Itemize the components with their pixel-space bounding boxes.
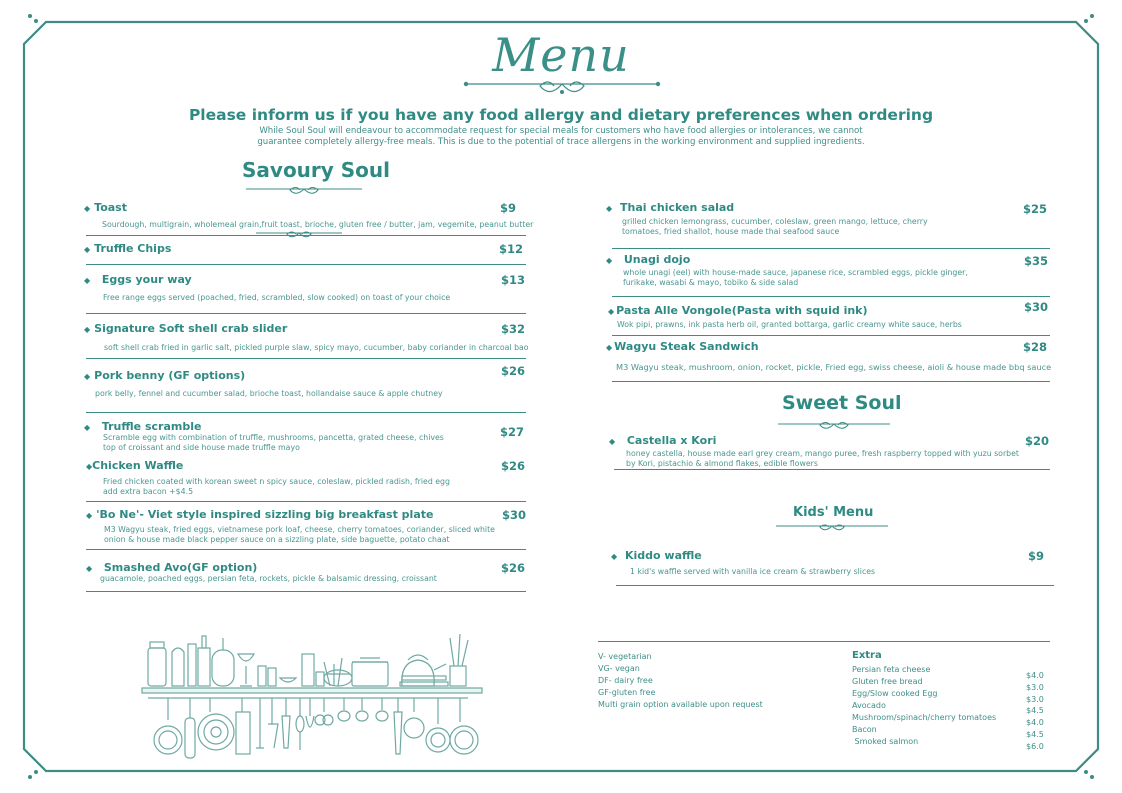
item-desc — [626, 449, 1019, 469]
diamond-bullet-icon: ◆ — [608, 307, 615, 316]
item-desc-line: M3 Wagyu steak, mushroom, onion, rocket, pickle, Fried egg, swiss cheese, aioli & house made bbq sauce — [616, 362, 1052, 372]
item-name: Chicken Waffle — [92, 459, 184, 472]
divider — [86, 358, 526, 359]
item-price: $20 — [1025, 434, 1050, 448]
item-price: $27 — [500, 425, 525, 439]
item-desc-line: Fried chicken coated with korean sweet n spicy sauce, coleslaw, pickled radish, fried egg — [103, 477, 450, 486]
item-desc-line: by Kori, pistachio & almond flakes, edible flowers — [626, 459, 818, 468]
divider — [86, 412, 526, 413]
item-desc-line: pork belly, fennel and cucumber salad, brioche toast, hollandaise sauce & apple chutney — [95, 389, 443, 398]
extra-price: $4.0 — [1026, 671, 1044, 680]
item-desc — [103, 293, 450, 303]
ornament-divider-icon — [776, 417, 892, 431]
allergy-text-line-1: While Soul Soul will endeavour to accommodate request for special meals for customers who have food allergies or intolerances, we cannot — [259, 126, 863, 136]
kitchen-illustration — [138, 628, 484, 768]
item-name: Thai chicken salad — [620, 201, 735, 214]
item-desc-line: Wok pipi, prawns, ink pasta herb oil, granted bottarga, garlic creamy white sauce, herbs — [617, 320, 962, 329]
diamond-bullet-icon: ◆ — [84, 423, 91, 432]
item-desc-line: 1 kid's waffle served with vanilla ice cream & strawberry slices — [630, 567, 876, 576]
divider — [86, 549, 526, 550]
item-desc — [622, 217, 928, 237]
item-price: $13 — [501, 273, 526, 287]
diamond-bullet-icon: ◆ — [84, 372, 91, 381]
item-desc-line: M3 Wagyu steak, fried eggs, vietnamese pork loaf, cheese, cherry tomatoes, coriander, sliced white — [104, 525, 495, 534]
item-price: $26 — [501, 364, 526, 378]
diamond-bullet-icon: ◆ — [84, 325, 91, 334]
item-price: $9 — [500, 201, 517, 215]
extra-item: Gluten free bread — [852, 677, 923, 686]
menu-item-pasta-vongole — [608, 304, 868, 317]
menu-item-smashed-avo — [86, 561, 257, 574]
item-desc — [623, 268, 968, 288]
diamond-bullet-icon: ◆ — [86, 511, 93, 520]
item-price: $30 — [1024, 300, 1049, 314]
divider — [598, 641, 1050, 642]
savoury-soul-title: Savoury Soul — [242, 158, 391, 182]
kids-menu-title: Kids' Menu — [793, 505, 874, 520]
item-desc — [95, 389, 443, 399]
item-price: $32 — [501, 322, 526, 336]
item-desc-line: Scramble egg with combination of truffle, mushrooms, pancetta, grated cheese, chives — [103, 433, 444, 442]
extra-items — [852, 664, 996, 748]
item-desc — [104, 343, 529, 353]
extra-item: Smoked salmon — [852, 737, 919, 746]
item-desc-line: top of croissant and side house made truffle mayo — [103, 443, 300, 452]
diamond-bullet-icon: ◆ — [86, 462, 93, 471]
menu-item-truffle-scramble — [84, 420, 201, 433]
legend-item: V- vegetarian — [598, 652, 652, 661]
item-price: $28 — [1023, 340, 1048, 354]
menu-item-unagi-dojo — [606, 253, 690, 266]
diamond-bullet-icon: ◆ — [84, 245, 91, 254]
menu-item-toast — [84, 201, 127, 214]
divider — [86, 264, 526, 265]
item-desc — [102, 220, 533, 230]
legend-item: GF-gluten free — [598, 688, 656, 697]
item-desc-line: honey castella, house made earl grey cream, mango puree, fresh raspberry topped with yuzu sorbet — [626, 449, 1019, 458]
legend-item: VG- vegan — [598, 664, 640, 673]
divider — [612, 296, 1050, 297]
item-price: $35 — [1024, 254, 1049, 268]
item-name: Castella x Kori — [626, 434, 717, 447]
item-price: $30 — [502, 508, 527, 522]
extra-item: Avocado — [852, 701, 886, 710]
extra-prices — [1026, 670, 1044, 753]
ornament-divider-icon — [774, 520, 890, 532]
extra-price: $4.0 — [1026, 718, 1044, 728]
extra-item: Persian feta cheese — [852, 665, 931, 674]
menu-item-pork-benny — [84, 369, 245, 382]
legend-item: Multi grain option available upon request — [598, 700, 763, 709]
divider — [612, 381, 1050, 382]
item-desc-line: add extra bacon +$4.5 — [103, 487, 194, 496]
extra-title: Extra — [852, 650, 882, 661]
ornament-divider-icon — [462, 78, 662, 100]
item-name: Eggs your way — [101, 273, 192, 286]
item-price: $9 — [1028, 549, 1045, 563]
extra-item: Egg/Slow cooked Egg — [852, 689, 938, 698]
item-name: Truffle Chips — [94, 242, 172, 255]
ornament-divider-icon — [244, 183, 364, 197]
extra-price: $3.0 — [1026, 694, 1044, 704]
item-desc — [103, 433, 444, 453]
item-name: Pasta Alle Vongole(Pasta with squid ink) — [616, 304, 868, 317]
menu-item-chicken-waffle — [86, 459, 183, 472]
menu-item-kiddo-waffle — [611, 549, 702, 562]
dietary-legend — [598, 651, 763, 711]
diamond-bullet-icon: ◆ — [84, 276, 91, 285]
menu-title: Menu — [492, 28, 630, 82]
item-name: Truffle scramble — [101, 420, 202, 433]
item-name: 'Bo Ne'- Viet style inspired sizzling big breakfast plate — [96, 508, 434, 521]
menu-item-truffle-chips — [84, 242, 171, 255]
item-name: Wagyu Steak Sandwich — [614, 340, 759, 353]
allergy-text-line-2: guarantee completely allergy-free meals. This is due to the potential of trace allergens in the working environment and supplied ingredients. — [257, 137, 865, 147]
divider — [86, 501, 526, 502]
item-desc-line: onion & house made black pepper sauce on a sizzling plate, side baguette, potato chaat — [104, 535, 450, 544]
item-name: Toast — [94, 201, 127, 214]
extra-price: $4.5 — [1026, 729, 1044, 739]
diamond-bullet-icon: ◆ — [609, 437, 616, 446]
menu-item-castella-kori — [609, 434, 716, 447]
diamond-bullet-icon: ◆ — [84, 204, 91, 213]
divider — [612, 335, 1050, 336]
divider — [612, 248, 1050, 249]
extra-item: Mushroom/spinach/cherry tomatoes — [852, 713, 997, 722]
sweet-soul-title: Sweet Soul — [782, 392, 902, 414]
item-name: Unagi dojo — [623, 253, 691, 266]
menu-item-thai-chicken-salad — [606, 201, 734, 214]
extra-price: $4.5 — [1026, 706, 1044, 716]
item-desc — [104, 525, 495, 545]
menu-item-eggs-your-way — [84, 273, 192, 286]
item-name: Smashed Avo(GF option) — [103, 561, 258, 574]
item-price: $26 — [501, 561, 526, 575]
item-price: $25 — [1023, 202, 1048, 216]
item-desc-line: tomatoes, fried shallot, house made thai seafood sauce — [622, 227, 840, 236]
item-name: Pork benny (GF options) — [94, 369, 246, 382]
diamond-bullet-icon: ◆ — [606, 343, 613, 352]
item-desc — [617, 320, 962, 330]
item-desc — [616, 362, 1051, 372]
menu-item-bo-ne — [86, 508, 433, 521]
divider — [616, 585, 1054, 586]
divider — [86, 591, 526, 592]
item-desc-line: grilled chicken lemongrass, cucumber, coleslaw, green mango, lettuce, cherry — [622, 217, 928, 226]
item-price: $26 — [501, 459, 526, 473]
item-desc — [630, 567, 875, 577]
diamond-bullet-icon: ◆ — [606, 256, 613, 265]
extra-price: $3.0 — [1026, 682, 1044, 692]
item-desc-line: guacamole, poached eggs, persian feta, rockets, pickle & balsamic dressing, croissant — [100, 574, 437, 583]
extra-price: $6.0 — [1026, 741, 1044, 751]
item-name: Signature Soft shell crab slider — [94, 322, 288, 335]
divider — [614, 469, 1050, 470]
divider — [86, 235, 526, 236]
item-desc-line: whole unagi (eel) with house-made sauce, japanese rice, scrambled eggs, pickle ginger, — [623, 268, 968, 277]
legend-item: DF- dairy free — [598, 676, 653, 685]
item-desc — [100, 574, 437, 584]
diamond-bullet-icon: ◆ — [606, 204, 613, 213]
item-price: $12 — [499, 242, 524, 256]
item-desc — [103, 477, 450, 497]
item-desc-line: Free range eggs served (poached, fried, scrambled, slow cooked) on toast of your choice — [103, 293, 451, 302]
menu-item-crab-slider — [84, 322, 287, 335]
item-desc-line: soft shell crab fried in garlic salt, pickled purple slaw, spicy mayo, cucumber, baby coriander in charcoal bao — [104, 343, 529, 352]
menu-item-wagyu-sandwich — [606, 340, 759, 353]
allergy-text — [250, 126, 872, 148]
item-desc-line: furikake, wasabi & mayo, tobiko & side salad — [623, 278, 799, 287]
diamond-bullet-icon: ◆ — [611, 552, 618, 561]
allergy-heading: Please inform us if you have any food allergy and dietary preferences when ordering — [188, 106, 934, 124]
item-name: Kiddo waffle — [625, 549, 702, 562]
extra-item: Bacon — [852, 725, 877, 734]
diamond-bullet-icon: ◆ — [86, 564, 93, 573]
divider — [86, 313, 526, 314]
item-desc-line: Sourdough, multigrain, wholemeal grain,fruit toast, brioche, gluten free / butter, jam, vegemite, peanut butter — [102, 220, 534, 229]
